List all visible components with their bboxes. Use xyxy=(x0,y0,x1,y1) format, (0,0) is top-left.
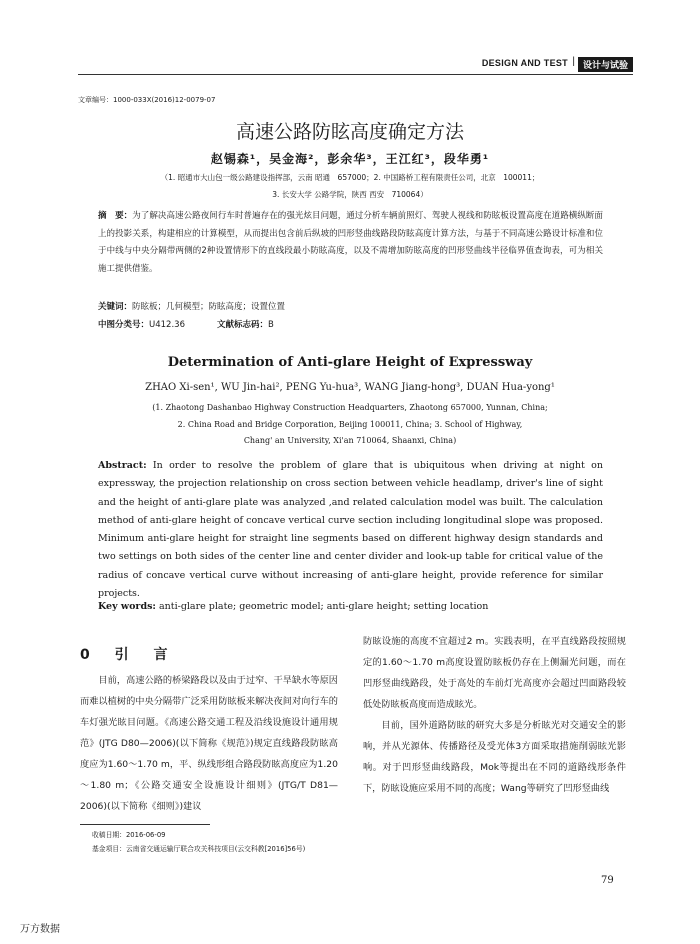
section-heading-introduction: 0 引 言 xyxy=(80,647,178,663)
footnote-rule xyxy=(80,824,210,825)
clc-code: U412.36 xyxy=(149,320,185,330)
doc-code: B xyxy=(268,320,274,330)
doc-code-label: 文献标志码： xyxy=(216,320,268,330)
abstract-en-label: Abstract: xyxy=(98,460,147,471)
keywords-cn-label: 关键词： xyxy=(98,302,133,312)
paper-title-en: Determination of Anti-glare Height of Expressway xyxy=(167,355,533,370)
footnote-received: 收稿日期：2016-06-09 xyxy=(92,831,166,839)
keywords-en-label: Key words: xyxy=(98,601,156,612)
keywords-en xyxy=(98,601,488,612)
affiliation-cn-line-2: 3. 长安大学 公路学院，陕西 西安 710064） xyxy=(272,190,428,199)
body-paragraph: 目前，国外道路防眩的研究大多是分析眩光对交通安全的影响，并从光源体、传播路径及受光体3方面采取措施削弱眩光影响。对于凹形竖曲线路段，Mok等提出在不同的道路线形条件下，防眩设施应采用不同的高度；Wang等研究了凹形竖曲线 xyxy=(363,720,626,794)
abstract-cn xyxy=(98,208,603,278)
journal-section-en: DESIGN AND TEST xyxy=(481,58,568,68)
clc-label: 中图分类号： xyxy=(98,320,150,330)
body-paragraph: 防眩设施的高度不宜超过2 m。实践表明，在平直线路段按照规定的1.60～1.70 m高度设置防眩板仍存在上侧漏光问题，而在凹形竖曲线路段，处于高处的车前灯光高度亦会超过凹面路段较低处防眩板高度而造成眩光。 xyxy=(363,636,626,710)
journal-section-badge: 设计与试验 xyxy=(578,57,633,72)
body-paragraph: 目前，高速公路的桥梁路段以及由于过窄、干旱缺水等原因而难以植树的中央分隔带广泛采用防眩板来解决夜间对向行车的车灯强光眩目问题。《高速公路交通工程及沿线设施设计通用规范》(JTG D80—2006)(以下简称《规范》)规定直线路段防眩高度应为1.60～1.70 m，平、纵线形组合路段防眩高度应为1.20～1.80 m；《公路交通安全设施设计细则》(JTG/T D81—2006)(以下简称《细则》)建议 xyxy=(80,675,338,812)
abstract-en-text: In order to resolve the problem of glare that is ubiquitous when driving at night on expressway, the projection relationship on cross section between vehicle headlamp, driver's line of sight and the height of anti-glare plate was analyzed ,and related calculation model was built. The calculation method of anti-glare height of concave vertical curve section including longitudinal slope was proposed. Minimum anti-glare height for straight line segments based on different highway design standards and two settings on both sides of the center line and center divider and look-up table for critical value of the radius of concave vertical curve without increasing of anti-glare height, provide reference for similar projects. xyxy=(98,460,603,600)
affiliation-en-line-3: Chang' an University, Xi'an 710064, Shaanxi, China) xyxy=(243,436,457,445)
classification-line xyxy=(98,318,274,330)
keywords-cn xyxy=(98,300,285,312)
keywords-cn-text: 防眩板；几何模型；防眩高度；设置位置 xyxy=(132,302,286,312)
body-right-column xyxy=(363,631,626,799)
page-number: 79 xyxy=(601,875,614,886)
affiliation-en-line-2: 2. China Road and Bridge Corporation, Beijing 100011, China; 3. School of Highway, xyxy=(177,420,523,429)
header-rule xyxy=(78,74,633,75)
paper-title-cn: 高速公路防眩高度确定方法 xyxy=(235,121,464,143)
body-left-column xyxy=(80,670,338,817)
keywords-en-text: anti-glare plate; geometric model; anti-glare height; setting location xyxy=(158,601,489,612)
authors-cn: 赵锡森¹，吴金海²，彭余华³，王江红³，段华勇¹ xyxy=(210,152,490,166)
affiliation-en-line-1: (1. Zhaotong Dashanbao Highway Construction Headquarters, Zhaotong 657000, Yunnan, China; xyxy=(152,403,548,412)
affiliation-cn-line-1: （1. 昭通市大山包一级公路建设指挥部，云南 昭通 657000；2. 中国路桥工程有限责任公司，北京 100011； xyxy=(160,173,540,182)
abstract-en xyxy=(98,457,603,603)
abstract-cn-label: 摘 要： xyxy=(98,211,133,221)
watermark-wanfang: 万方数据 xyxy=(20,924,60,935)
header-separator: | xyxy=(572,56,575,67)
abstract-cn-text: 为了解决高速公路夜间行车时普遍存在的强光炫目问题，通过分析车辆前照灯、驾驶人视线和防眩板设置高度在道路横纵断面上的投影关系，构建相应的计算模型，从而提出包含前后纵坡的凹形竖曲线路段防眩高度计算方法，与基于不同高速公路设计标准和位于中线与中央分隔带两侧的2种设置情形下的直线段最小防眩高度，以及不需增加防眩高度的凹形竖曲线半径临界值查询表，可为相关施工提供借鉴。 xyxy=(98,211,603,274)
footnote-fund: 基金项目：云南省交通运输厅联合攻关科技项目(云交科教[2016]56号) xyxy=(92,845,306,853)
article-number: 文章编号：1000-033X(2016)12-0079-07 xyxy=(78,96,216,104)
authors-en: ZHAO Xi-sen¹, WU Jin-hai², PENG Yu-hua³, WANG Jiang-hong³, DUAN Hua-yong¹ xyxy=(145,382,555,393)
